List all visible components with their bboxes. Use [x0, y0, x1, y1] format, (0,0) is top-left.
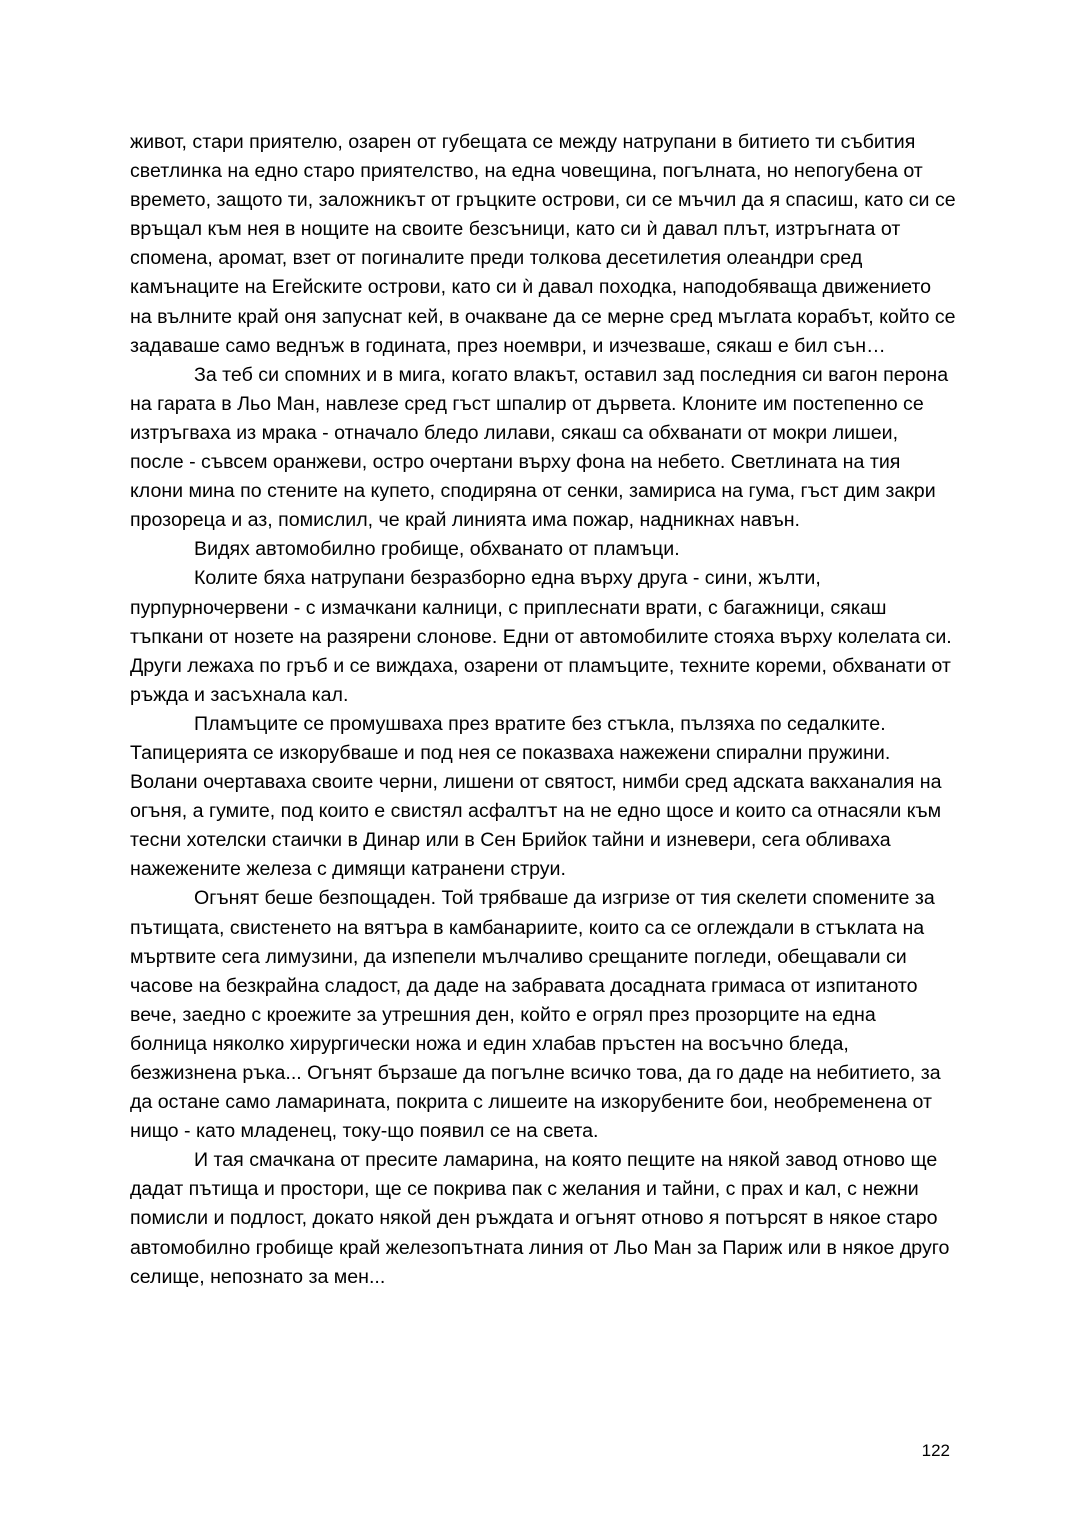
page-number: 122: [921, 1441, 950, 1460]
paragraph-2: За теб си спомних и в мига, когато влакът, оставил зад последния си вагон перона на гарата в Льо Ман, навлезе сред гъст шпалир от дървета. Клоните им постепенно се изтръгваха из мрака - отначало бледо лилави, сякаш са обхванати от мокри лишеи, после - съвсем оранжеви, остро очертани върху фона на небето. Светлината на тия клони мина по стените на купето, сподиряна от сенки, замириса на гума, гъст дим закри прозореца и аз, помислил, че край линията има пожар, надникнах навън.: [130, 363, 949, 532]
paragraph-6: Огънят беше безпощаден. Той трябваше да изгризе от тия скелети спомените за пътищата, свистенето на вятъра в камбанариите, които са се оглеждали в стъклата на мъртвите сега лимузини, да изпепели мълчаливо срещаните погледи, обещавали си часове на безкрайна сладост, да даде на забравата досадната гримаса от изпитаното вече, заедно с кроежите за утрешния ден, който е огрял през прозорците на една болница няколко хирургически ножа и един хлабав пръстен на восъчно бледа, безжизнена ръка... Огънят бързаше да погълне всичко това, да го даде на небитието, за да остане само ламарината, покрита с лишеите на изкорубените бои, необременена от нищо - като младенец, току-що появил се на света.: [130, 887, 941, 1143]
paragraph-7: И тая смачкана от пресите ламарина, на която пещите на някой завод отново ще дадат пътища и простори, ще се покрива пак с желания и тайни, с прах и кал, с нежни помисли и подлост, докато някой ден ръждата и огънят отново я потърсят в някое старо автомобилно гробище край железопътната линия от Льо Ман за Париж или в някое друго селище, непознато за мен...: [130, 1149, 950, 1288]
paragraph-4: Колите бяха натрупани безразборно една върху друга - сини, жълти, пурпурночервени - с измачкани калници, с приплеснати врати, с багажници, сякаш тъпкани от нозете на разярени слонове. Едни от автомобилите стояха върху колелата си. Други лежаха по гръб и се виждаха, озарени от пламъците, техните кореми, обхванати от ръжда и засъхнала кал.: [130, 567, 952, 706]
body-text: [130, 128, 956, 1292]
paragraph-1: живот, стари приятелю, озарен от губещата се между натрупани в битието ти събития светлинка на едно старо приятелство, на една човещина, погълната, но непогубена от времето, защото ти, заложникът от гръцките острови, си се мъчил да я спасиш, като си се връщал към нея в нощите на своите безсъници, като си ѝ давал плът, изтръгната от спомена, аромат, взет от погиналите преди толкова десетилетия олеандри сред камънаците на Егейските острови, като си ѝ давал походка, наподобяваща движението на вълните край оня запуснат кей, в очакване да се мерне сред мъглата корабът, който се задаваше само веднъж в годината, през ноември, и изчезваше, сякаш е бил сън…: [130, 131, 956, 357]
paragraph-5: Пламъците се промушваха през вратите без стъкла, пълзяха по седалките. Тапицерията се изкорубваше и под нея се показваха нажежени спирални пружини. Волани очертаваха своите черни, лишени от святост, нимби сред адската вакханалия на огъня, а гумите, под които е свистял асфалтът на не едно щосе и които са отнасяли към тесни хотелски стаички в Динар или в Сен Брийок тайни и изневери, сега обливаха нажежените железа с димящи катранени струи.: [130, 712, 942, 881]
paragraph-3: Видях автомобилно гробище, обхванато от пламъци.: [194, 538, 680, 561]
